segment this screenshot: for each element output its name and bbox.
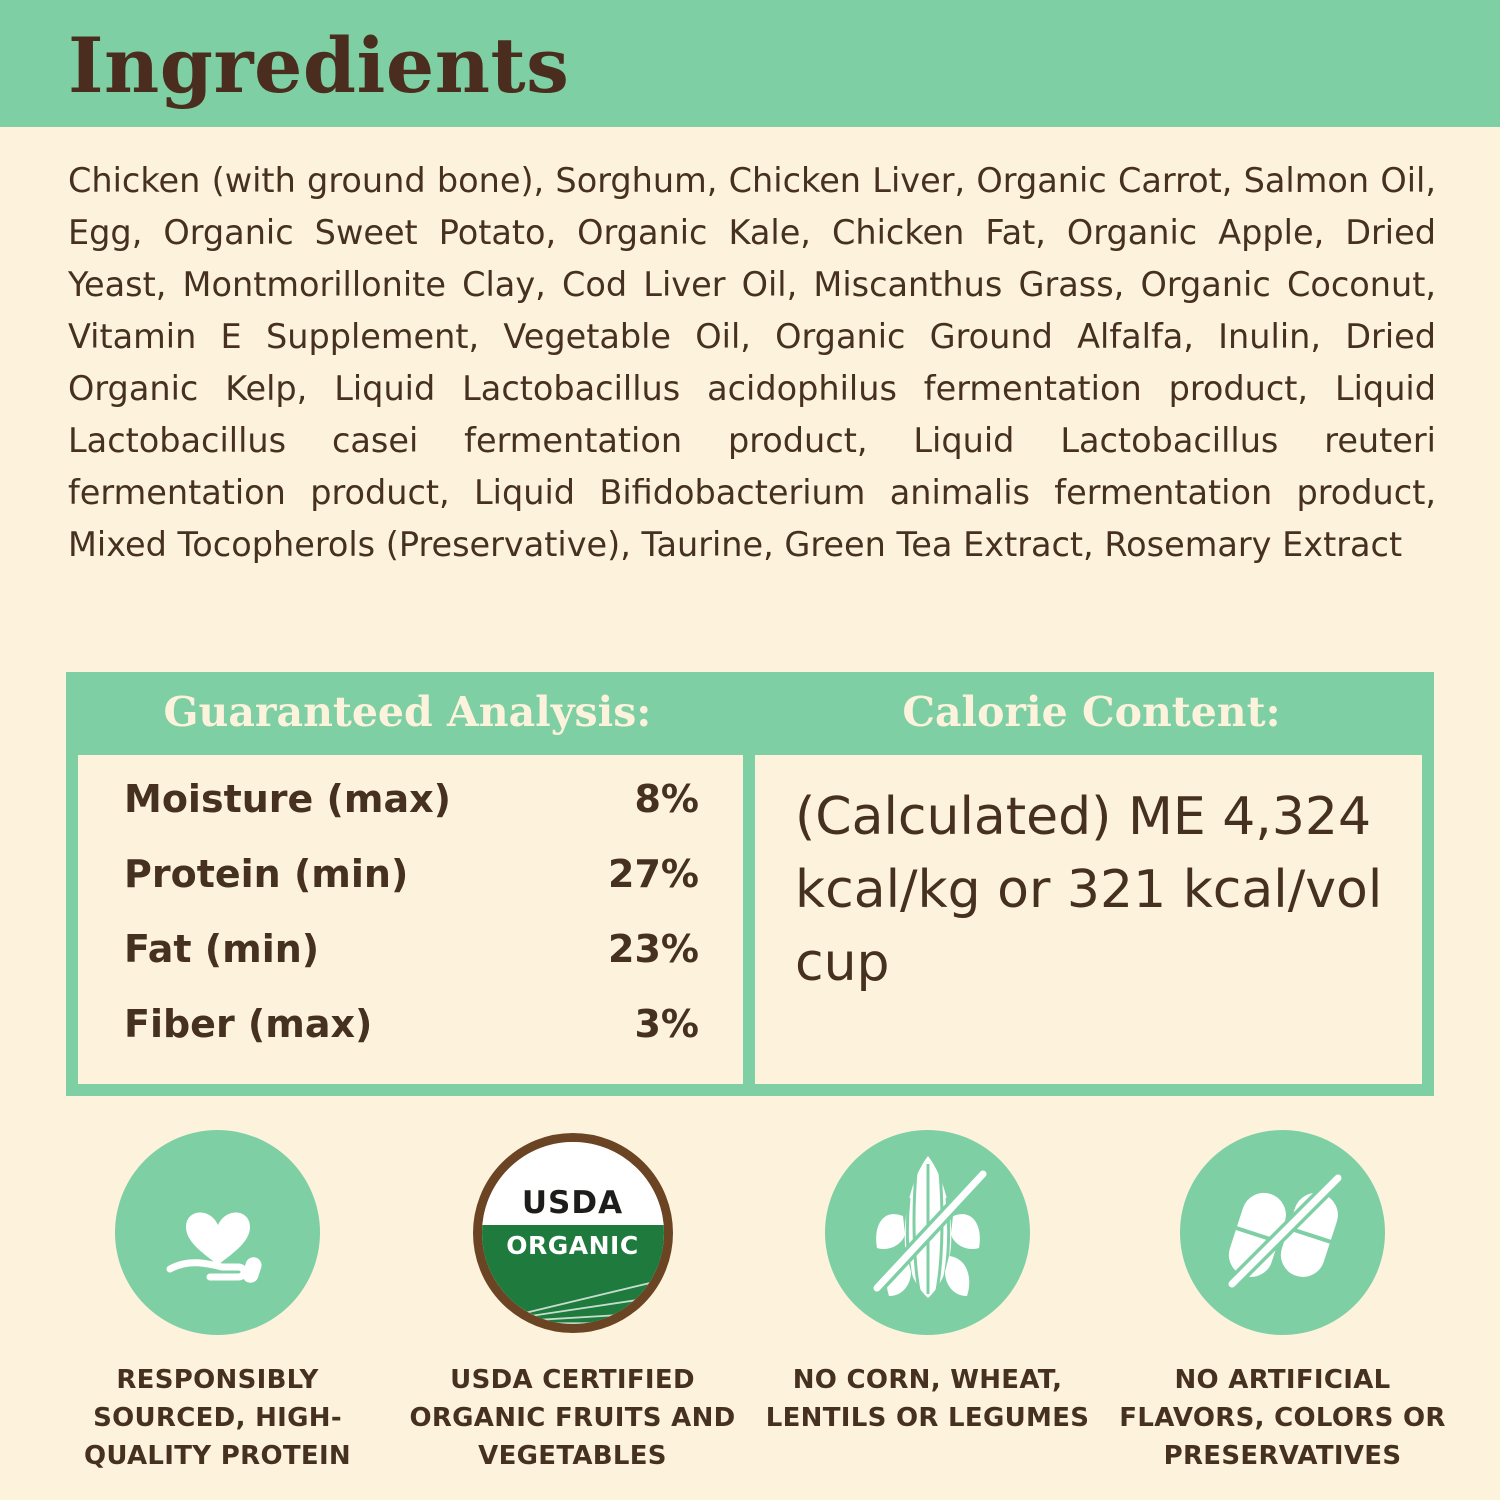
table-row [124,852,699,927]
guaranteed-analysis-heading: Guaranteed Analysis: [163,688,652,736]
nutrient-label: Fiber (max) [124,1002,373,1046]
nutrient-label: Moisture (max) [124,777,452,821]
badge-no-corn [750,1130,1105,1475]
no-capsules-icon [1180,1130,1385,1335]
calorie-content-panel [749,672,1434,1096]
usda-seal-top-text: USDA [521,1185,624,1222]
analysis-panels [66,672,1434,1096]
heart-in-hand-icon [115,1130,320,1335]
calorie-content-body [755,755,1422,1084]
calorie-content-text: (Calculated) ME 4,324 kcal/kg or 321 kcal/vol cup [795,787,1383,993]
ingredients-text: Chicken (with ground bone), Sorghum, Chicken Liver, Organic Carrot, Salmon Oil, Egg, Organic Sweet Potato, Organic Kale, Chicken Fat, Organic Apple, Dried Yeast, Montmorillonite Clay, Cod Liver Oil, Miscanthus Grass, Organic Coconut, Vitamin E Supplement, Vegetable Oil, Organic Ground Alfalfa, Inulin, Dried Organic Kelp, Liquid Lactobacillus acidophilus fermentation product, Liquid Lactobacillus casei fermentation product, Liquid Lactobacillus reuteri fermentation product, Liquid Bifidobacterium animalis fermentation product, Mixed Tocopherols (Preservative), Taurine, Green Tea Extract, Rosemary Extract [68,161,1436,564]
page-title: Ingredients [68,21,570,110]
nutrient-label: Fat (min) [124,927,320,971]
calorie-content-heading: Calorie Content: [902,688,1281,736]
guaranteed-analysis-body [78,755,743,1084]
table-row [124,777,699,852]
badge-usda-organic [395,1130,750,1475]
badge-row [40,1130,1460,1475]
guaranteed-analysis-list [124,777,699,1077]
guaranteed-analysis-panel [66,672,749,1096]
usda-seal-bottom-text: ORGANIC [506,1231,639,1261]
badge-no-artificial [1105,1130,1460,1475]
table-row [124,927,699,1002]
badge-caption: NO ARTIFICIAL FLAVORS, COLORS OR PRESERVATIVES [1119,1365,1446,1471]
nutrient-value: 27% [608,852,699,896]
usda-organic-seal-icon [470,1130,675,1335]
badge-caption: RESPONSIBLY SOURCED, HIGH-QUALITY PROTEIN [83,1365,351,1471]
nutrient-value: 3% [634,1002,699,1046]
table-row [124,1002,699,1077]
nutrient-value: 23% [608,927,699,971]
nutrient-value: 8% [634,777,699,821]
no-corn-icon [825,1130,1030,1335]
nutrient-label: Protein (min) [124,852,409,896]
badge-caption: NO CORN, WHEAT, LENTILS OR LEGUMES [765,1365,1090,1433]
badge-responsibly-sourced [40,1130,395,1475]
badge-caption: USDA CERTIFIED ORGANIC FRUITS AND VEGETABLES [409,1365,736,1471]
